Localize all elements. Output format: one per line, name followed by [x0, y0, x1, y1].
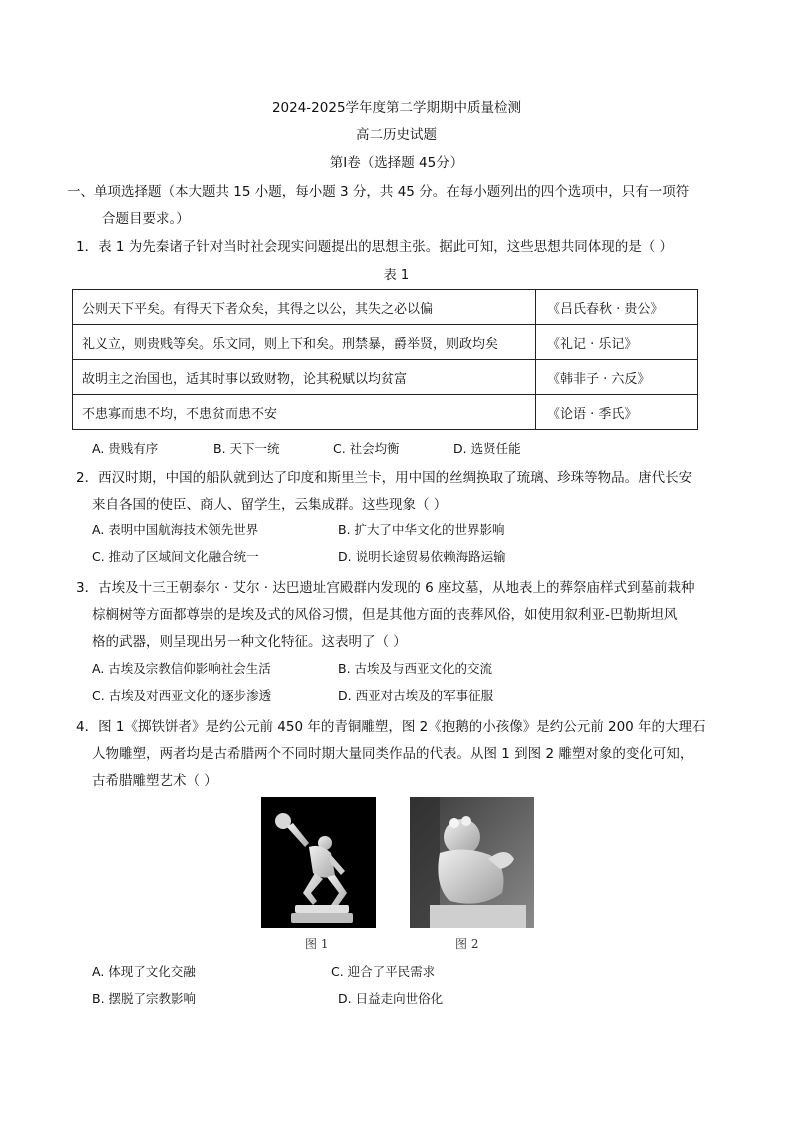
q3-option-b[interactable]: B. 古埃及与西亚文化的交流	[338, 661, 493, 676]
q3-stem: 3．古埃及十三王朝泰尔 · 艾尔 · 达巴遗址宫殿群内发现的 6 座坟墓，从地表上的葬祭庙样式到墓前栽种	[76, 580, 695, 596]
table-cell-text: 故明主之治国也，适其时事以致财物，论其税赋以均贫富	[73, 360, 536, 395]
q1-option-b[interactable]: B. 天下一统	[213, 441, 280, 456]
q4-option-d[interactable]: D. 日益走向世俗化	[338, 991, 444, 1006]
q2-option-a[interactable]: A. 表明中国航海技术领先世界	[92, 522, 259, 537]
q2-option-b[interactable]: B. 扩大了中华文化的世界影响	[338, 522, 505, 537]
volume-title: 第Ⅰ卷（选择题 45分）	[329, 155, 464, 171]
q3-option-d[interactable]: D. 西亚对古埃及的军事征服	[338, 688, 494, 703]
table-row	[73, 290, 698, 325]
q4-stem-cont1: 人物雕塑，两者均是古希腊两个不同时期大量同类作品的代表。从图 1 到图 2 雕塑对象的变化可知，	[92, 746, 694, 762]
q3-option-a[interactable]: A. 古埃及宗教信仰影响社会生活	[92, 661, 271, 676]
q4-option-b[interactable]: B. 摆脱了宗教影响	[92, 991, 197, 1006]
q1-stem: 1．表 1 为先秦诸子针对当时社会现实问题提出的思想主张。据此可知，这些思想共同体现的是（ ）	[76, 239, 674, 255]
table-row	[73, 360, 698, 395]
table-cell-source: 《礼记 · 乐记》	[536, 325, 698, 360]
q1-option-a[interactable]: A. 贵贱有序	[92, 441, 159, 456]
q2-option-c[interactable]: C. 推动了区域间文化融合统一	[92, 549, 259, 564]
section-heading-cont: 合题目要求。）	[102, 211, 190, 227]
table-row	[73, 395, 698, 430]
table-title: 表 1	[383, 268, 410, 283]
figure-1-discobolus	[261, 797, 376, 928]
table-cell-text: 公则天下平矣。有得天下者众矣，其得之以公，其失之必以偏	[73, 290, 536, 325]
q4-option-a[interactable]: A. 体现了文化交融	[92, 964, 196, 979]
q3-stem-cont2: 格的武器，则呈现出另一种文化特征。这表明了（ ）	[92, 634, 407, 650]
q1-option-c[interactable]: C. 社会均衡	[333, 441, 400, 456]
table-cell-text: 礼义立，则贵贱等矣。乐文同，则上下和矣。刑禁暴，爵举贤，则政均矣	[73, 325, 536, 360]
statue-boy-with-goose-image	[410, 797, 534, 928]
table-row	[73, 325, 698, 360]
table-cell-text: 不患寡而患不均，不患贫而患不安	[73, 395, 536, 430]
figure-2-boy-with-goose	[410, 797, 534, 928]
q4-option-c[interactable]: C. 迎合了平民需求	[331, 964, 436, 979]
table-cell-source: 《论语 · 季氏》	[536, 395, 698, 430]
q2-stem: 2．西汉时期，中国的船队就到达了印度和斯里兰卡，用中国的丝绸换取了琉璃、珍珠等物品。唐代长安	[76, 470, 693, 486]
statue-discus-thrower-image	[261, 797, 376, 928]
figure-2-caption: 图 2	[455, 937, 479, 951]
section-heading: 一、单项选择题（本大题共 15 小题，每小题 3 分，共 45 分。在每小题列出的四个选项中，只有一项符	[67, 184, 690, 200]
figure-1-caption: 图 1	[305, 937, 329, 951]
q2-option-d[interactable]: D. 说明长途贸易依赖海路运输	[338, 549, 506, 564]
q3-option-c[interactable]: C. 古埃及对西亚文化的逐步渗透	[92, 688, 272, 703]
table-cell-source: 《吕氏春秋 · 贵公》	[536, 290, 698, 325]
table-cell-source: 《韩非子 · 六反》	[536, 360, 698, 395]
q1-option-d[interactable]: D. 选贤任能	[453, 441, 521, 456]
q4-stem-cont2: 古希腊雕塑艺术（ ）	[92, 773, 218, 789]
q3-stem-cont1: 棕榈树等方面都尊崇的是埃及式的风俗习惯，但是其他方面的丧葬风俗，如使用叙利亚-巴勒斯坦风	[92, 607, 678, 623]
exam-title: 2024-2025学年度第二学期期中质量检测	[271, 100, 522, 116]
q4-stem: 4．图 1《掷铁饼者》是约公元前 450 年的青铜雕塑，图 2《抱鹅的小孩像》是约公元前 200 年的大理石	[76, 719, 706, 735]
subject-title: 高二历史试题	[356, 127, 437, 143]
q2-stem-cont: 来自各国的使臣、商人、留学生，云集成群。这些现象（ ）	[92, 497, 448, 513]
q1-table	[72, 289, 698, 430]
